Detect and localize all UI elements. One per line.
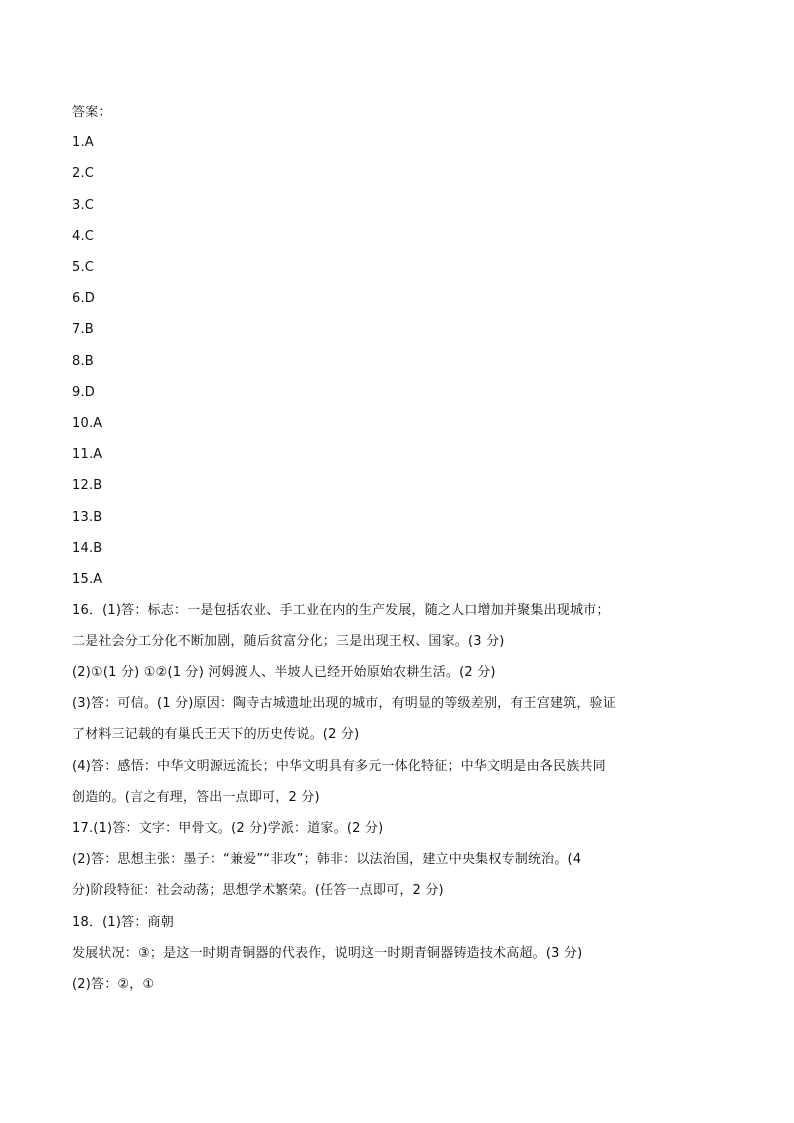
choice-answer-12: 12.B <box>72 478 103 493</box>
choice-answer-6: 6.D <box>72 291 96 306</box>
choice-answer-8: 8.B <box>72 354 94 369</box>
q17-line-3: 分)阶段特征：社会动荡；思想学术繁荣。(任答一点即可，2 分) <box>72 883 444 898</box>
q16-line-5: 了材料三记载的有巢氏王天下的历史传说。(2 分) <box>72 727 360 742</box>
choice-answer-10: 10.A <box>72 416 103 431</box>
answer-header: 答案： <box>72 105 112 120</box>
choice-answer-13: 13.B <box>72 510 103 525</box>
choice-answer-1: 1.A <box>72 135 94 150</box>
choice-answer-14: 14.B <box>72 541 103 556</box>
q18-line-1: 18．(1)答：商朝 <box>72 915 174 930</box>
q17-line-2: (2)答：思想主张：墨子：“兼爱”“非攻”；韩非：以法治国，建立中央集权专制统治。(4 <box>72 852 582 867</box>
q16-line-7: 创造的。(言之有理，答出一点即可，2 分) <box>72 790 320 805</box>
choice-answer-3: 3.C <box>72 198 95 213</box>
choice-answer-15: 15.A <box>72 572 103 587</box>
choice-answer-9: 9.D <box>72 385 96 400</box>
q16-line-3: (2)①(1 分) ①②(1 分) 河姆渡人、半坡人已经开始原始农耕生活。(2 分) <box>72 665 496 680</box>
q16-line-4: (3)答：可信。(1 分)原因：陶寺古城遗址出现的城市，有明显的等级差别，有王宫建筑，验证 <box>72 696 616 711</box>
choice-answer-5: 5.C <box>72 260 95 275</box>
choice-answer-7: 7.B <box>72 322 94 337</box>
choice-answer-2: 2.C <box>72 166 95 181</box>
q16-line-1: 16．(1)答：标志：一是包括农业、手工业在内的生产发展，随之人口增加并聚集出现城市； <box>72 603 610 618</box>
choice-answer-4: 4.C <box>72 229 95 244</box>
q16-line-6: (4)答：感悟：中华文明源远流长；中华文明具有多元一体化特征；中华文明是由各民族共同 <box>72 759 606 774</box>
choice-answer-11: 11.A <box>72 447 103 462</box>
q18-line-2: 发展状况：③；是这一时期青铜器的代表作，说明这一时期青铜器铸造技术高超。(3 分) <box>72 946 583 961</box>
q17-line-1: 17.(1)答：文字：甲骨文。(2 分)学派：道家。(2 分) <box>72 821 384 836</box>
q16-line-2: 二是社会分工分化不断加剧，随后贫富分化；三是出现王权、国家。(3 分) <box>72 634 505 649</box>
q18-line-3: (2)答：②，① <box>72 977 155 992</box>
